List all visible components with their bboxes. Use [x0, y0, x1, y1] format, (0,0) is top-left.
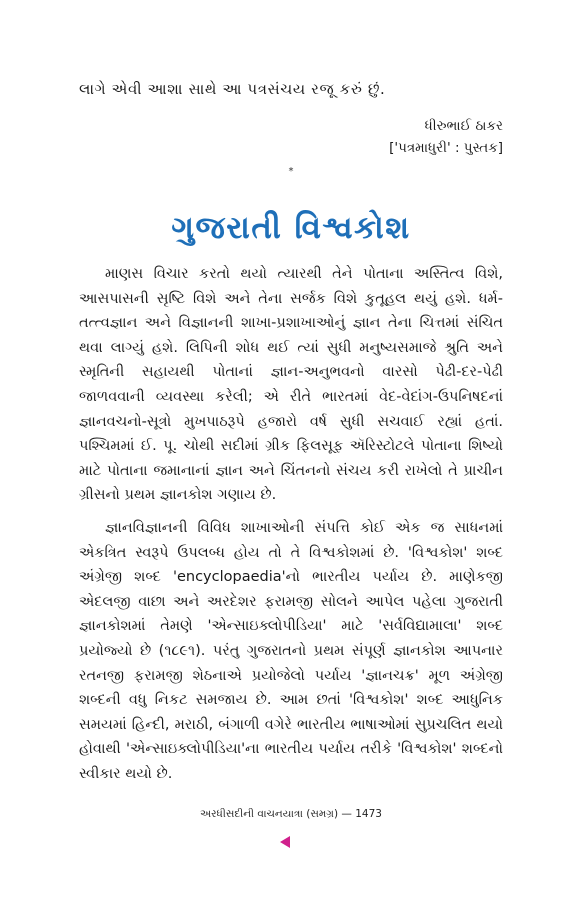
source-reference: ['પત્રમાધુરી' : પુસ્તક] — [389, 140, 503, 156]
paragraph-2: જ્ઞાનવિજ્ઞાનની વિવિધ શાખાઓની સંપત્તિ કોઈ એક જ સાધનમાં એકત્રિત સ્વરૂપે ઉપલબ્ધ હોય તો તે વિશ્વકોશમાં છે. 'વિશ્વકોશ' શબ્દ અંગ્રેજી શબ્દ 'encyclopaedia'નો ભારતીય પર્યાય છે. માણેકજી એદલજી વાછા અને અરદેશર ફરામજી સોલને આપેલ પહેલા ગુજરાતી જ્ઞાનકોશમાં તેમણે 'એન્સાઇક્લોપીડિયા' માટે 'સર્વવિદ્યામાલા' શબ્દ પ્રયોજ્યો છે (૧૮૯૧). પરંતુ ગુજરાતનો પ્રથમ સંપૂર્ણ જ્ઞાનકોશ આપનાર રતનજી ફરામજી શેઠનાએ પ્રયોજેલો પર્યાય 'જ્ઞાનચક્ર' મૂળ અંગ્રેજી શબ્દની વધુ નિકટ સમજાય છે. આમ છતાં 'વિશ્વકોશ' શબ્દ આધુનિક સમયમાં હિન્દી, મરાઠી, બંગાળી વગેરે ભારતીય ભાષાઓમાં સુપ્રચલિત થયો હોવાથી 'એન્સાઇક્લોપીડિયા'ના ભારતીય પર્યાય તરીકે 'વિશ્વકોશ' શબ્દનો સ્વીકાર થયો છે. — [79, 519, 503, 782]
article-heading: ગુજરાતી વિશ્વકોશ — [171, 210, 411, 246]
closing-line: લાગે એવી આશા સાથે આ પત્રસંચય રજૂ કરું છું. — [79, 80, 386, 98]
page-footer: અરધીસદીની વાચનયાત્રા (સમગ્ર) — 1473 — [200, 808, 382, 820]
section-separator: * — [288, 166, 294, 177]
signature-block — [389, 115, 503, 159]
author-name: ધીરુભાઈ ઠાકર — [424, 118, 503, 134]
paragraph-1: માણસ વિચાર કરતો થયો ત્યારથી તેને પોતાના અસ્તિત્વ વિશે, આસપાસની સૃષ્ટિ વિશે અને તેના સર્જક વિશે કુતૂહલ થયું હશે. ધર્મ-તત્ત્વજ્ઞાન અને વિજ્ઞાનની શાખા-પ્રશાખાઓનું જ્ઞાન તેના ચિત્તમાં સંચિત થવા લાગ્યું હશે. લિપિની શોધ થઈ ત્યાં સુધી મનુષ્યસમાજે શ્રુતિ અને સ્મૃતિની સહાયથી પોતાનાં જ્ઞાન-અનુભવનો વારસો પેઢી-દર-પેઢી જાળવવાની વ્યવસ્થા કરેલી; એ રીતે ભારતમાં વેદ-વેદાંગ-ઉપનિષદનાં જ્ઞાનવચનો-સૂત્રો મુખપાઠરૂપે હજારો વર્ષ સુધી સચવાઈ રહ્યાં હતાં. પશ્ચિમમાં ઈ. પૂ. ચોથી સદીમાં ગ્રીક ફિલસૂફ ઍરિસ્ટોટલે પોતાના શિષ્યો માટે પોતાના જમાનાનાં જ્ઞાન અને ચિંતનનો સંચય કરી રાખેલો તે પ્રાચીન ગ્રીસનો પ્રથમ જ્ઞાનકોશ ગણાય છે. — [79, 266, 503, 504]
article-body — [79, 262, 503, 794]
left-triangle-icon — [280, 836, 290, 848]
